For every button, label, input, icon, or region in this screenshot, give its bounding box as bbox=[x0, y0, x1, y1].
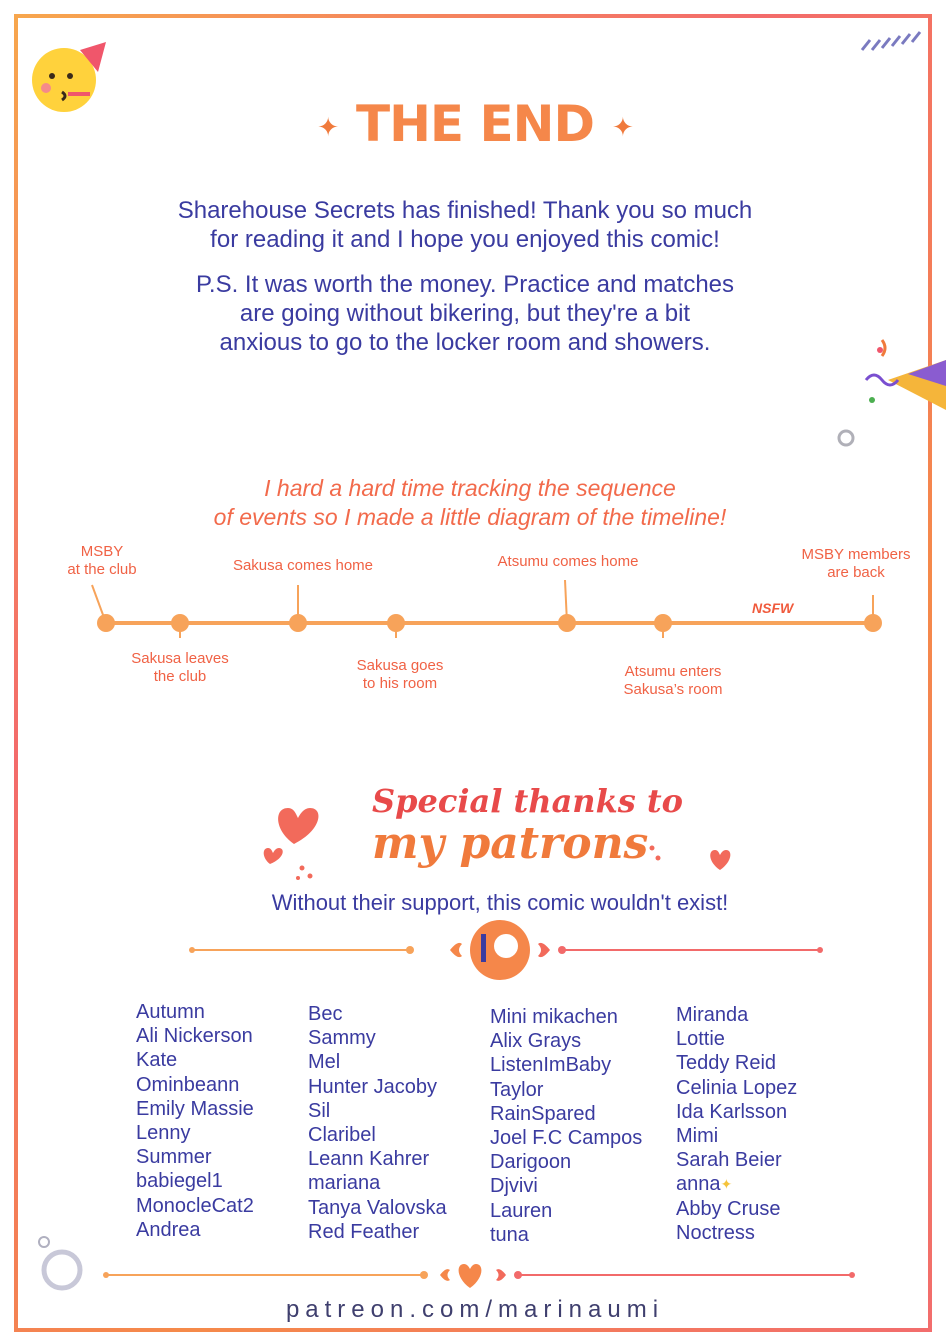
label-line: Sakusa comes home bbox=[232, 557, 374, 574]
label-line: are back bbox=[827, 564, 885, 581]
patron-name: Mini mikachen bbox=[490, 1006, 618, 1028]
nsfw-label: NSFW bbox=[752, 600, 794, 616]
patron-name: Bec bbox=[308, 1003, 343, 1025]
timeline-node bbox=[387, 614, 405, 632]
label-line: the club bbox=[153, 668, 207, 685]
patron-name: Taylor bbox=[490, 1078, 544, 1101]
patron-name: Celinia Lopez bbox=[676, 1076, 798, 1099]
patron-name: Sammy bbox=[308, 1027, 376, 1050]
patron-name: Mel bbox=[308, 1051, 341, 1074]
timeline-node bbox=[558, 614, 576, 632]
ring-decoration bbox=[836, 428, 856, 448]
label-line: Atsumu enters bbox=[624, 663, 722, 680]
timeline-label-bottom bbox=[90, 650, 270, 686]
patron-name: Lenny bbox=[136, 1122, 191, 1145]
patron-name-text: anna bbox=[676, 1173, 721, 1196]
patron-name: Ali Nickerson bbox=[136, 1025, 253, 1048]
note-line: of events so I made a little diagram of the timeline! bbox=[213, 504, 727, 530]
patron-name: Ominbeann bbox=[136, 1073, 240, 1096]
patron-name: Summer bbox=[136, 1146, 212, 1169]
star-icon: ✦ bbox=[612, 112, 633, 143]
patron-name: Leann Kahrer bbox=[308, 1148, 430, 1171]
patron-name: Sarah Beier bbox=[676, 1149, 782, 1172]
thanks-heading: Special thanks to bbox=[372, 782, 684, 820]
timeline-node bbox=[171, 614, 189, 632]
timeline-label-bottom bbox=[310, 657, 490, 693]
ps-line: are going without bikering, but they're a bit bbox=[239, 300, 691, 327]
patron-name: Teddy Reid bbox=[676, 1052, 777, 1075]
patron-name: Red Feather bbox=[308, 1220, 420, 1243]
patron-name: Autumn bbox=[136, 1001, 205, 1023]
patron-name: mariana bbox=[308, 1172, 381, 1195]
patron-name: babiegel1 bbox=[136, 1170, 223, 1193]
patron-name: Joel F.C Campos bbox=[490, 1127, 643, 1150]
patron-name: Lauren bbox=[490, 1199, 553, 1222]
label-line: Sakusa goes bbox=[356, 657, 444, 674]
patron-name: ListenImBaby bbox=[490, 1054, 612, 1077]
ps-text bbox=[0, 270, 930, 357]
page-title bbox=[0, 95, 950, 153]
patron-name: Tanya Valovska bbox=[308, 1196, 447, 1219]
timeline-label-top bbox=[766, 546, 946, 582]
patron-name: Miranda bbox=[676, 1004, 749, 1026]
ps-line: P.S. It was worth the money. Practice and matches bbox=[195, 271, 735, 298]
label-line: Atsumu comes home bbox=[497, 553, 639, 570]
timeline-note bbox=[0, 474, 940, 532]
stripes-decoration bbox=[858, 28, 928, 54]
patron-name: Noctress bbox=[676, 1221, 755, 1244]
timeline-label-top bbox=[213, 557, 393, 575]
patron-name: Mimi bbox=[676, 1125, 719, 1148]
timeline-diagram bbox=[0, 580, 950, 650]
patron-name: RainSpared bbox=[490, 1102, 596, 1125]
timeline-label-bottom bbox=[583, 663, 763, 699]
label-line: MSBY members bbox=[801, 546, 911, 563]
timeline-label-top bbox=[12, 543, 192, 579]
patreon-logo-icon bbox=[470, 920, 530, 980]
patron-name: Emily Massie bbox=[136, 1097, 254, 1120]
patron-name: Djvivi bbox=[490, 1175, 538, 1198]
patron-column-1 bbox=[136, 1000, 254, 1242]
ring-decoration bbox=[38, 1232, 88, 1292]
note-line: I hard a hard time tracking the sequence bbox=[264, 475, 676, 501]
label-line: Sakusa’s room bbox=[623, 681, 723, 698]
support-text: Without their support, this comic wouldn't exist! bbox=[271, 890, 729, 915]
intro-line: for reading it and I hope you enjoyed this comic! bbox=[210, 226, 720, 253]
heart-icon bbox=[459, 1264, 482, 1288]
timeline-node bbox=[654, 614, 672, 632]
patron-column-2 bbox=[308, 1002, 447, 1244]
label-line: MSBY bbox=[80, 543, 124, 560]
thanks-subheading: my patrons bbox=[372, 818, 649, 869]
patron-name: Kate bbox=[136, 1049, 178, 1072]
patron-name: Darigoon bbox=[490, 1151, 572, 1174]
bottom-divider bbox=[100, 1258, 860, 1292]
patron-name: Hunter Jacoby bbox=[308, 1075, 437, 1098]
patron-name: Abby Cruse bbox=[676, 1197, 781, 1220]
patreon-url[interactable]: patreon.com/marinaumi bbox=[285, 1296, 665, 1323]
intro-line: Sharehouse Secrets has finished! Thank you so much bbox=[177, 197, 753, 224]
timeline-node bbox=[864, 614, 882, 632]
patron-name: Lottie bbox=[676, 1028, 725, 1051]
patron-column-4 bbox=[676, 1003, 797, 1245]
patron-name: MonocleCat2 bbox=[136, 1194, 254, 1217]
title-text: THE END bbox=[355, 95, 595, 153]
patron-name: tuna bbox=[490, 1223, 529, 1246]
intro-text bbox=[0, 196, 930, 254]
heart-icon bbox=[258, 800, 338, 890]
patron-column-3 bbox=[490, 1005, 642, 1247]
patron-name: Alix Grays bbox=[490, 1030, 582, 1053]
ps-line: anxious to go to the locker room and showers. bbox=[219, 329, 711, 356]
patron-name bbox=[676, 1172, 797, 1196]
label-line: at the club bbox=[67, 561, 137, 578]
heart-icon bbox=[642, 840, 738, 880]
label-line: Sakusa leaves bbox=[131, 650, 229, 667]
label-line: to his room bbox=[362, 675, 438, 692]
patron-name: Claribel bbox=[308, 1124, 376, 1147]
patron-name: Andrea bbox=[136, 1218, 201, 1241]
timeline-node bbox=[97, 614, 115, 632]
patron-name: Ida Karlsson bbox=[676, 1100, 788, 1123]
timeline-label-top bbox=[478, 553, 658, 571]
patron-name: Sil bbox=[308, 1099, 331, 1122]
timeline-node bbox=[289, 614, 307, 632]
sparkle-icon: ✦ bbox=[720, 1176, 733, 1193]
star-icon: ✦ bbox=[317, 112, 338, 143]
divider bbox=[180, 918, 830, 982]
